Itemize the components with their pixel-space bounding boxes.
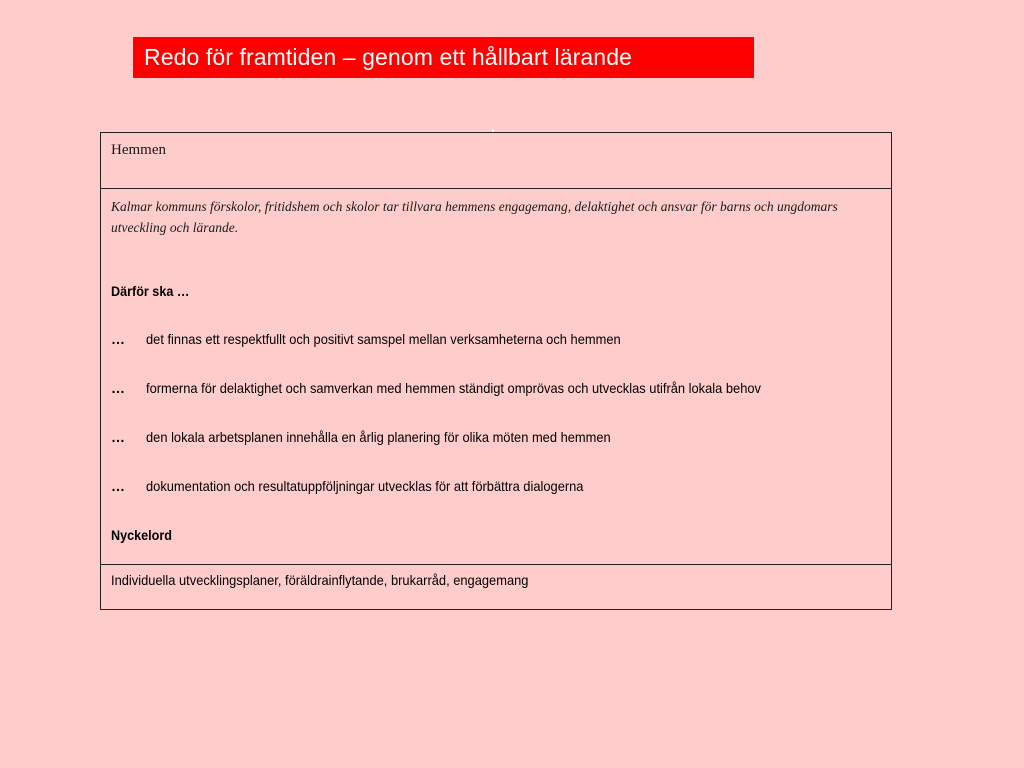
bullet-marker: …	[111, 331, 125, 347]
bullet-item	[111, 478, 871, 498]
bullet-item	[111, 380, 871, 400]
keywords-text: Individuella utvecklingsplaner, föräldrainflytande, brukarråd, engagemang	[111, 572, 529, 588]
bullet-marker: …	[111, 429, 125, 445]
intro-paragraph: Kalmar kommuns förskolor, fritidshem och skolor tar tillvara hemmens engagemang, delaktighet och ansvar för barns och ungdomars utveckling och lärande.	[111, 199, 838, 235]
bullet-item	[111, 331, 871, 351]
slide-title: Redo för framtiden – genom ett hållbart lärande	[144, 44, 632, 70]
bullet-marker: …	[111, 478, 125, 494]
title-banner	[133, 37, 754, 78]
bullet-text: formerna för delaktighet och samverkan med hemmen ständigt omprövas och utvecklas utifrån lokala behov	[146, 380, 761, 396]
table-header: Hemmen	[111, 142, 166, 158]
section-label-nyckelord: Nyckelord	[111, 527, 172, 543]
content-table	[100, 132, 892, 610]
bullet-marker: …	[111, 380, 125, 396]
bullet-item	[111, 429, 871, 449]
table-header-row	[101, 133, 891, 189]
bullet-text: det finnas ett respektfullt och positivt samspel mellan verksamheterna och hemmen	[146, 331, 621, 347]
table-body-row	[101, 189, 891, 565]
table-footer-row	[101, 565, 891, 609]
bullet-text: dokumentation och resultatuppföljningar utvecklas för att förbättra dialogerna	[146, 478, 584, 494]
section-label-darfor: Därför ska …	[111, 283, 190, 299]
bullet-text: den lokala arbetsplanen innehålla en årlig planering för olika möten med hemmen	[146, 429, 611, 445]
